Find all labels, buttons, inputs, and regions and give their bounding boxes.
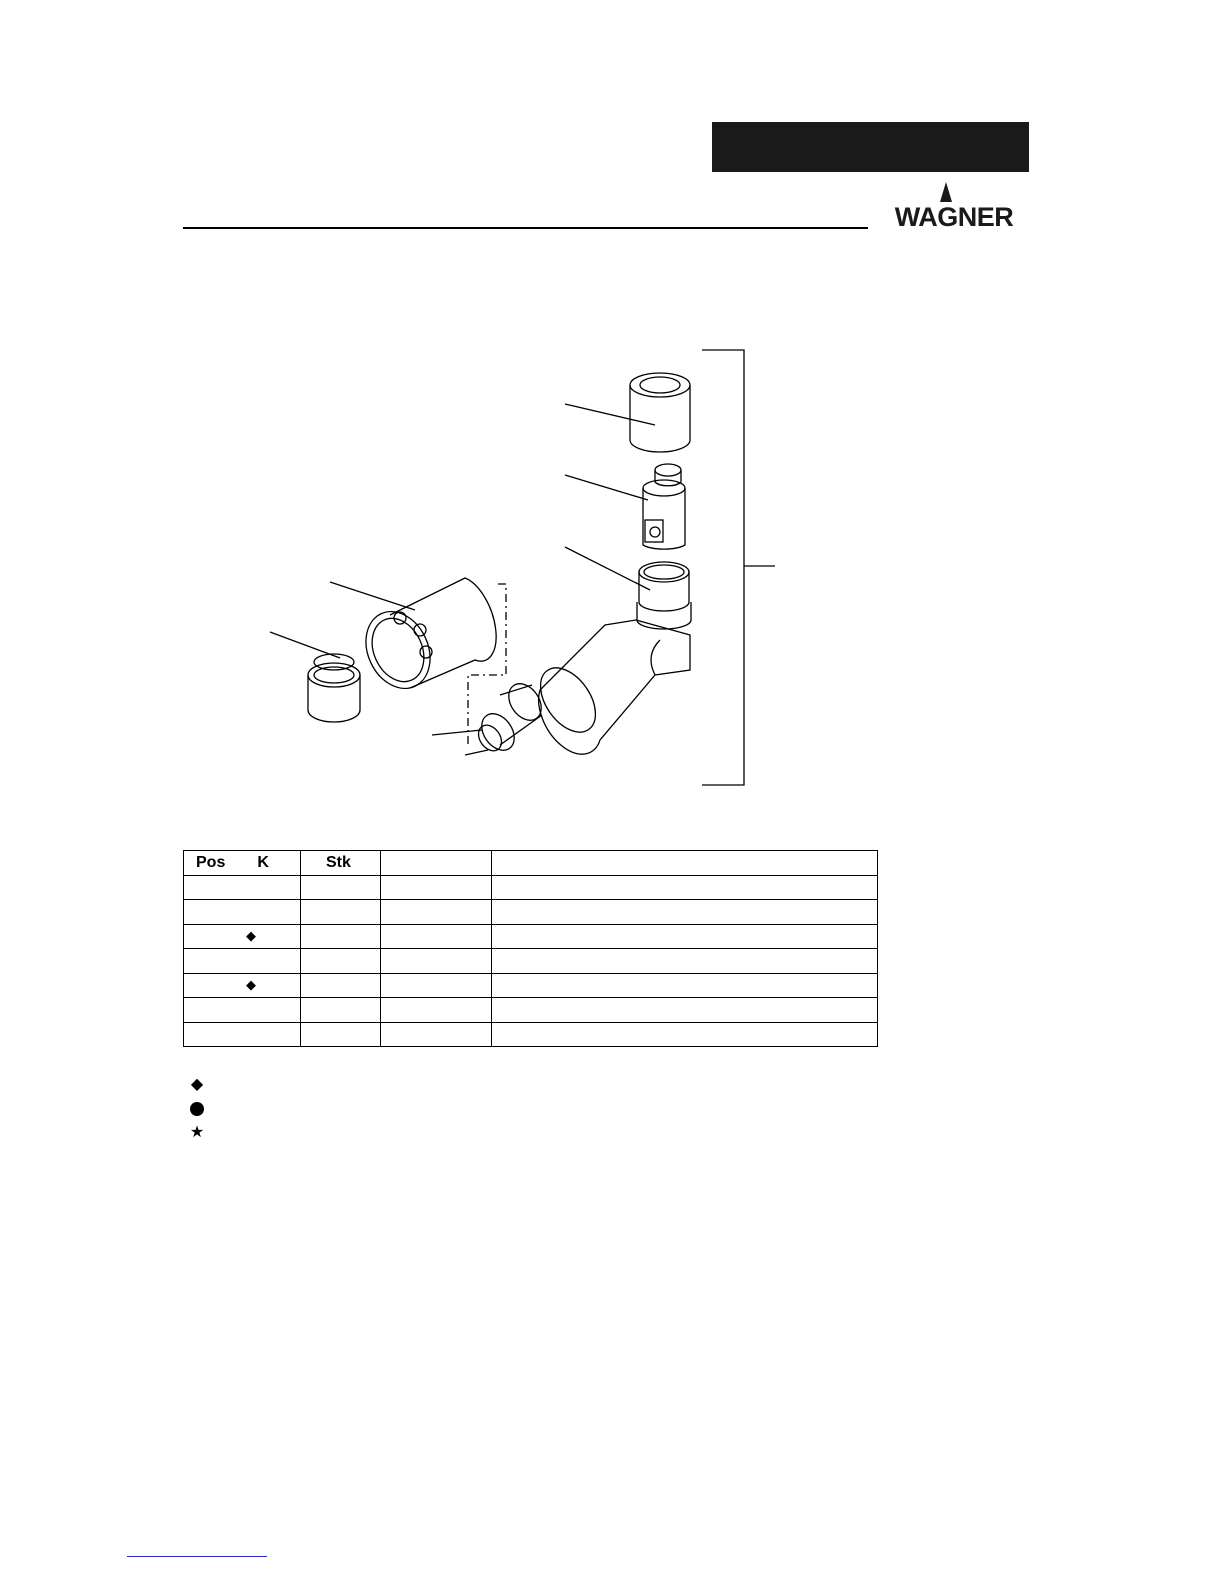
table-row — [184, 924, 878, 949]
table-row — [184, 875, 878, 900]
header-stk: Stk — [301, 851, 381, 876]
circle-icon — [187, 1097, 207, 1121]
footer-link[interactable] — [127, 1556, 267, 1557]
header-pos: Pos — [196, 853, 226, 871]
table-row — [184, 998, 878, 1023]
legend — [187, 1073, 207, 1145]
header-k: K — [257, 853, 269, 871]
star-icon: ★ — [189, 1124, 205, 1141]
header-col4 — [381, 851, 492, 876]
table-header-row — [184, 851, 878, 876]
header-col5 — [492, 851, 878, 876]
diamond-icon: ◆ — [190, 1076, 204, 1093]
table-row — [184, 949, 878, 974]
wagner-logo — [876, 180, 1032, 232]
table-row — [184, 900, 878, 925]
k-marker: ◆ — [246, 977, 256, 993]
k-marker: ◆ — [246, 928, 256, 944]
table-row — [184, 1022, 878, 1047]
table-row — [184, 973, 878, 998]
svg-text:WAGNER: WAGNER — [894, 202, 1014, 232]
header-pos-k — [184, 851, 301, 876]
exploded-parts-drawing — [260, 340, 790, 790]
header-rule — [183, 227, 868, 229]
parts-table — [183, 850, 878, 1047]
header-bar — [712, 122, 1029, 172]
